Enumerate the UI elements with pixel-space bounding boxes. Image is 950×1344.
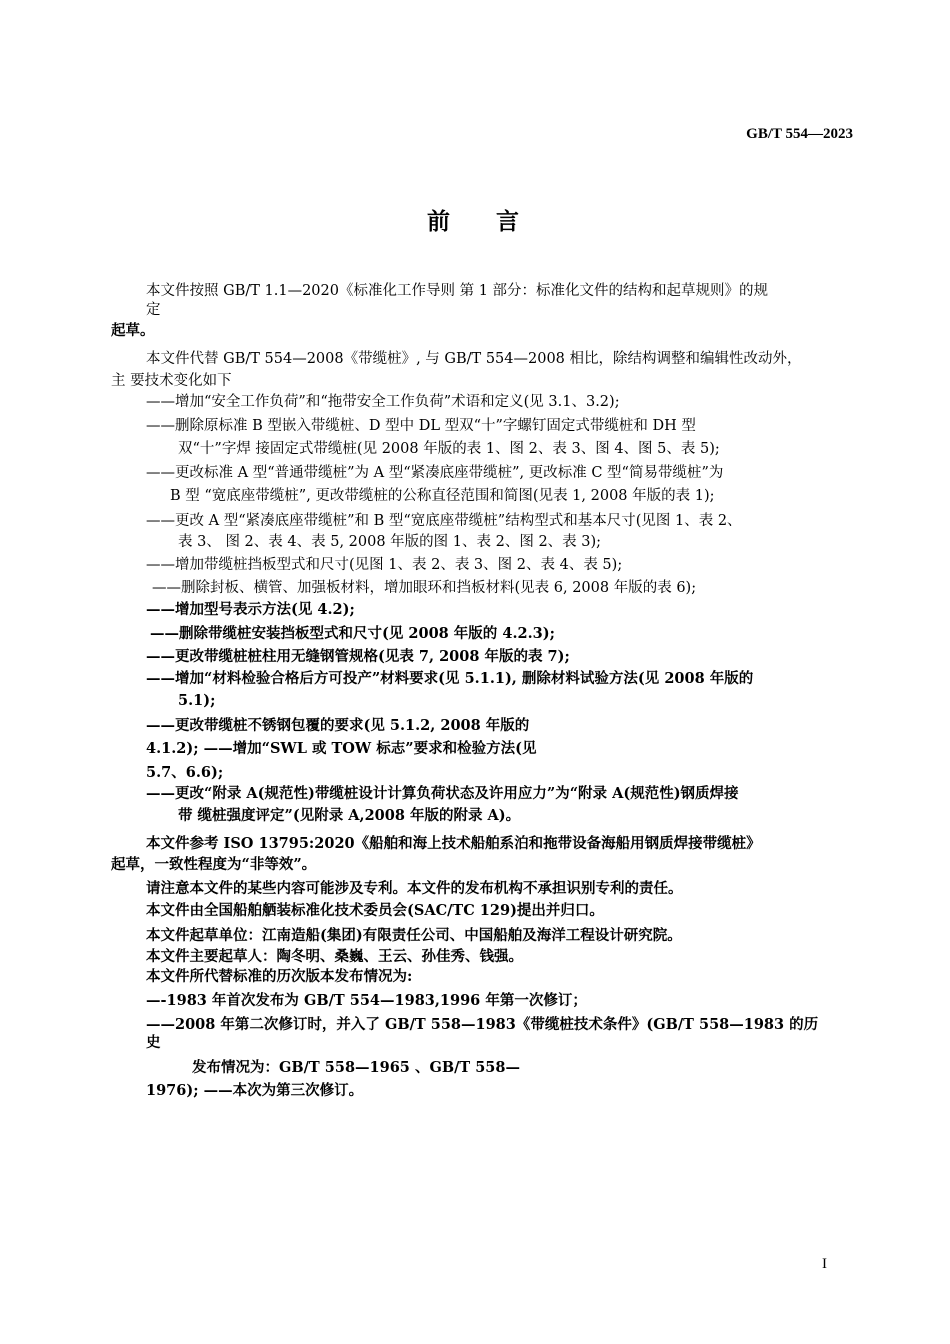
text-line: 史	[146, 1034, 161, 1051]
text-line: 带 缆桩强度评定”(见附录 A,2008 年版的附录 A)。	[178, 807, 521, 824]
text-line: 本文件所代替标准的历次版本发布情况为:	[146, 968, 413, 985]
text-line: ——更改带缆桩不锈钢包覆的要求(见 5.1.2, 2008 年版的	[146, 717, 530, 734]
title-char-1: 前	[427, 208, 454, 235]
text-line: 4.1.2); ——增加“SWL 或 TOW 标志”要求和检验方法(见	[146, 740, 537, 757]
text-line: —-1983 年首次发布为 GB/T 554—1983,1996 年第一次修订；	[146, 992, 587, 1009]
text-line: 本文件主要起草人：陶冬明、桑巍、王云、孙佳秀、钱强。	[146, 948, 523, 965]
text-line: 起草。	[111, 322, 155, 339]
text-line: 定	[146, 302, 161, 318]
text-line: ——更改 A 型“紧凑底座带缆桩”和 B 型“宽底座带缆桩”结构型式和基本尺寸(见图 1、表 2、	[146, 513, 742, 529]
text-line: 发布情况为：GB/T 558—1965 、GB/T 558—	[192, 1059, 520, 1076]
text-line: ——删除原标准 B 型嵌入带缆桩、D 型中 DL 型双“十”字螺钉固定式带缆桩和 DH 型	[146, 418, 696, 434]
text-line: 本文件按照 GB/T 1.1—2020《标准化工作导则 第 1 部分：标准化文件的结构和起草规则》的规	[146, 283, 769, 299]
text-line: ——增加带缆桩挡板型式和尺寸(见图 1、表 2、表 3、图 2、表 4、表 5);	[146, 557, 623, 573]
text-line: ——增加“安全工作负荷”和“拖带安全工作负荷”术语和定义(见 3.1、3.2);	[146, 394, 620, 410]
page-number: I	[822, 1256, 827, 1272]
text-line: ——更改标准 A 型“普通带缆桩”为 A 型“紧凑底座带缆桩”, 更改标准 C 型“简易带缆桩”为	[146, 465, 724, 481]
text-line: 5.1);	[178, 692, 216, 709]
text-line: ——增加型号表示方法(见 4.2);	[146, 601, 355, 618]
text-line: 本文件参考 ISO 13795:2020《船舶和海上技术船舶系泊和拖带设备海船用钢质焊接带缆桩》	[146, 835, 761, 852]
title-char-2: 言	[496, 208, 523, 235]
text-line: 本文件代替 GB/T 554—2008《带缆桩》, 与 GB/T 554—2008 相比，除结构调整和编辑性改动外，	[146, 351, 802, 367]
text-line: 请注意本文件的某些内容可能涉及专利。本文件的发布机构不承担识别专利的责任。	[146, 880, 683, 897]
text-line: ——删除带缆桩安装挡板型式和尺寸(见 2008 年版的 4.2.3);	[150, 625, 555, 642]
text-line: 本文件起草单位：江南造船(集团)有限责任公司、中国船舶及海洋工程设计研究院。	[146, 927, 682, 944]
text-line: ——增加“材料检验合格后方可投产”材料要求(见 5.1.1), 删除材料试验方法(见 2008 年版的	[146, 670, 754, 687]
text-line: 主 要技术变化如下	[111, 373, 232, 389]
text-line: 双“十”字焊 接固定式带缆桩(见 2008 年版的表 1、图 2、表 3、图 4、图 5、表 5);	[178, 441, 720, 457]
text-line: ——2008 年第二次修订时，并入了 GB/T 558—1983《带缆桩技术条件》(GB/T 558—1983 的历	[146, 1016, 819, 1033]
text-line: ——删除封板、横管、加强板材料，增加眼环和挡板材料(见表 6, 2008 年版的表 6);	[152, 580, 697, 596]
text-line: 本文件由全国船舶舾装标准化技术委员会(SAC/TC 129)提出并归口。	[146, 902, 604, 919]
text-line: 5.7、6.6);	[146, 764, 224, 781]
text-line: 起草，一致性程度为“非等效”。	[111, 856, 317, 873]
text-line: B 型 “宽底座带缆桩”, 更改带缆桩的公称直径范围和简图(见表 1, 2008 年版的表 1);	[170, 488, 715, 504]
text-line: ——更改带缆桩桩柱用无缝钢管规格(见表 7, 2008 年版的表 7);	[146, 648, 570, 665]
page-title	[0, 203, 950, 236]
text-line: 1976); ——本次为第三次修订。	[146, 1082, 364, 1099]
standard-number: GB/T 554—2023	[746, 126, 853, 142]
text-line: ——更改“附录 A(规范性)带缆桩设计计算负荷状态及许用应力”为“附录 A(规范性)钢质焊接	[146, 785, 739, 802]
text-line: 表 3、 图 2、表 4、表 5, 2008 年版的图 1、表 2、图 2、表 3);	[178, 534, 602, 550]
